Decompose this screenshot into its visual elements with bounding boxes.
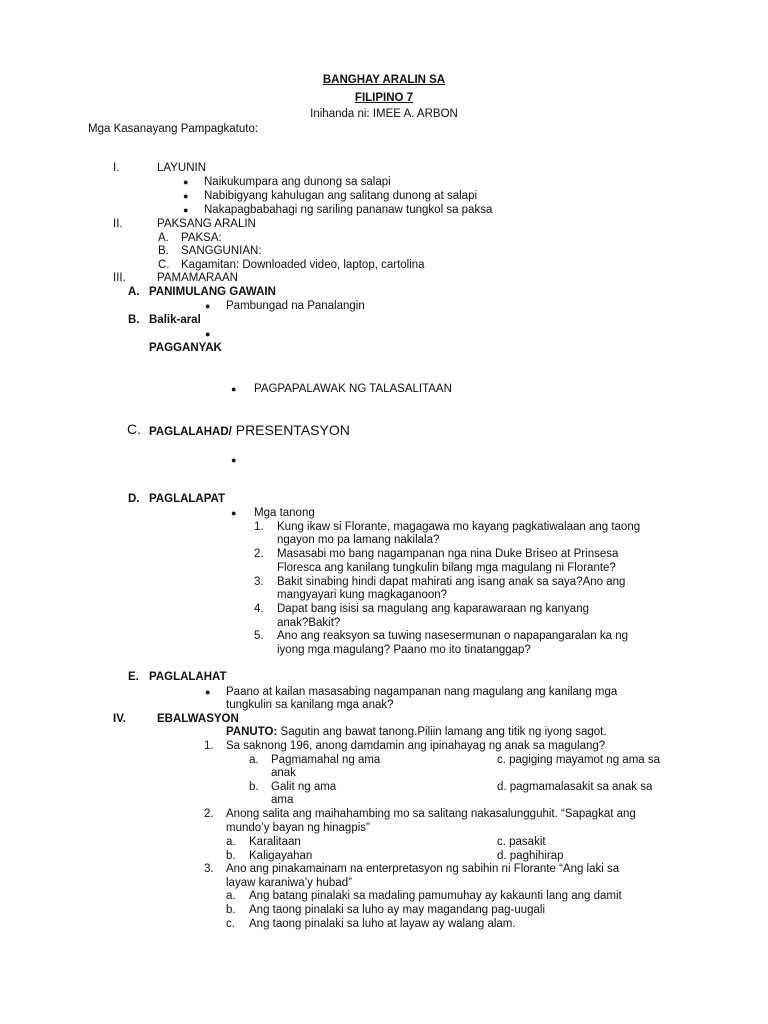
paglalapat-heading: PAGLALAPAT: [149, 493, 226, 505]
choice-text: Galit ng ama: [271, 781, 337, 793]
sanggunian-item: SANGGUNIAN:: [181, 245, 262, 257]
question-number: 4.: [254, 603, 264, 615]
bullet-icon: ●: [205, 301, 211, 311]
choice-letter: c.: [226, 918, 235, 930]
bullet-icon: ●: [183, 177, 189, 187]
eval-question-text: Anong salita ang maihahambing mo sa salitang nakasalungguhit. “Sapagkat ang: [226, 808, 636, 820]
question-line: Floresca ang kanilang tungkulin bilang mga magulang ni Florante?: [277, 562, 616, 574]
prepared-by: Inihanda ni: IMEE A. ARBON: [310, 108, 458, 120]
choice-text: Karalitaan: [249, 836, 301, 848]
bullet-icon: ●: [205, 687, 211, 697]
paglalahat-line: tungkulin sa kanilang mga anak?: [226, 699, 394, 711]
eval-question-number: 2.: [204, 808, 214, 820]
choice-text: c. pasakit: [497, 836, 546, 848]
kagamitan-letter: C.: [158, 259, 170, 271]
eval-question-text: layaw karaniwa’y hubad”: [226, 877, 352, 889]
letter-c: C.: [127, 421, 141, 437]
title-line-2: FILIPINO 7: [354, 92, 414, 104]
bullet-icon: ●: [231, 508, 237, 518]
question-line: iyong mga magulang? Paano mo ito tinatanggap?: [277, 644, 531, 656]
pagganyak-heading: PAGGANYAK: [149, 342, 222, 354]
competencies-label: Mga Kasanayang Pampagkatuto:: [88, 123, 259, 135]
panuto: [226, 725, 607, 739]
choice-letter: b.: [226, 904, 236, 916]
section-number-iv: IV.: [113, 713, 127, 725]
kagamitan-item: Kagamitan: Downloaded video, laptop, cartolina: [181, 259, 425, 271]
choice-letter: a.: [226, 890, 236, 902]
eval-question-number: 3.: [204, 863, 214, 875]
choice-text: Ang taong pinalaki sa luho at layaw ay walang alam.: [249, 918, 516, 930]
layunin-item: Nabibigyang kahulugan ang salitang dunong at salapi: [204, 190, 478, 202]
question-line: Kung ikaw si Florante, magagawa mo kayang pagkatiwalaan ang taong: [277, 521, 641, 533]
paglalahat-heading: PAGLALAHAT: [149, 671, 227, 683]
section-heading-layunin: LAYUNIN: [157, 162, 206, 174]
choice-text: d. pagmamalasakit sa anak sa: [497, 781, 653, 793]
question-line: Ano ang reaksyon sa tuwing nasesermunan o napapangaralan ka ng: [277, 630, 628, 642]
letter-e: E.: [128, 671, 139, 683]
section-heading-pamamaraan: PAMAMARAAN: [157, 272, 238, 284]
bullet-icon: ●: [183, 191, 189, 201]
bullet-icon: ●: [205, 329, 211, 339]
bullet-icon: ●: [231, 384, 237, 394]
choice-text: Pagmamahal ng ama: [271, 754, 381, 766]
question-line: Masasabi mo bang nagampanan nga nina Duke Briseo at Prinsesa: [277, 548, 619, 560]
panuto-label: PANUTO:: [226, 726, 278, 738]
section-number-i: I.: [113, 162, 120, 174]
section-number-ii: II.: [113, 218, 123, 230]
bullet-icon: ●: [183, 205, 189, 215]
paglalahad-label: PAGLALAHAD/: [149, 426, 232, 438]
choice-letter: b.: [249, 781, 259, 793]
eval-question-text: mundo’y bayan ng hinagpis”: [226, 822, 370, 834]
question-line: mangyayari kung magkaganoon?: [277, 589, 448, 601]
choice-letter: b.: [226, 850, 236, 862]
question-line: ngayon mo pa lamang nakilala?: [277, 534, 440, 546]
title-line-1: BANGHAY ARALIN SA: [322, 74, 446, 86]
question-line: Dapat bang isisi sa magulang ang kaparawaraan ng kanyang: [277, 603, 589, 615]
paglalahat-line: Paano at kailan masasabing nagampanan nang magulang ang kanilang mga: [226, 686, 618, 698]
presentasyon-label: PRESENTASYON: [231, 422, 350, 438]
question-number: 2.: [254, 548, 264, 560]
layunin-item: Naikukumpara ang dunong sa salapi: [204, 176, 391, 188]
paksa-item: PAKSA:: [181, 232, 222, 244]
choice-text: ama: [271, 794, 294, 806]
layunin-item: Nakapagbabahagi ng sariling pananaw tungkol sa paksa: [204, 204, 493, 216]
question-number: 5.: [254, 630, 264, 642]
letter-b: B.: [128, 314, 140, 326]
eval-question-number: 1.: [204, 740, 214, 752]
choice-text: c. pagiging mayamot ng ama sa: [497, 754, 661, 766]
eval-question-text: Sa saknong 196, anong damdamin ang ipinahayag ng anak sa magulang?: [226, 740, 606, 752]
choice-letter: a.: [249, 754, 259, 766]
choice-letter: a.: [226, 836, 236, 848]
choice-text: d. paghihirap: [497, 850, 564, 862]
balik-aral-heading: Balik-aral: [149, 314, 201, 326]
choice-text: Ang taong pinalaki sa luho ay may magandang pag-uugali: [249, 904, 546, 916]
panimulang-gawain-item: Pambungad na Panalangin: [226, 300, 365, 312]
sanggunian-letter: B.: [158, 245, 169, 257]
section-heading-paksang-aralin: PAKSANG ARALIN: [157, 218, 256, 230]
letter-d: D.: [128, 493, 140, 505]
section-number-iii: III.: [113, 272, 126, 284]
paksa-letter: A.: [158, 232, 169, 244]
paglalahad-heading: [149, 423, 350, 439]
section-heading-ebalwasyon: EBALWASYON: [157, 713, 239, 725]
talasalitaan-item: PAGPAPALAWAK NG TALASALITAAN: [254, 383, 452, 395]
eval-question-text: Ano ang pinakamainam na enterpretasyon ng sabihin ni Florante “Ang laki sa: [226, 863, 620, 875]
question-line: anak?Bakit?: [277, 617, 341, 629]
question-number: 3.: [254, 576, 264, 588]
panuto-text: Sagutin ang bawat tanong.Piliin lamang ang titik ng iyong sagot.: [277, 726, 607, 738]
question-number: 1.: [254, 521, 264, 533]
choice-text: Ang batang pinalaki sa madaling pamumuhay ay kakaunti lang ang damit: [249, 890, 622, 902]
question-line: Bakit sinabing hindi dapat mahirati ang isang anak sa saya?Ano ang: [277, 576, 626, 588]
panimulang-gawain-heading: PANIMULANG GAWAIN: [149, 286, 276, 298]
bullet-icon: ●: [231, 455, 237, 465]
letter-a: A.: [128, 286, 140, 298]
choice-text: anak: [271, 767, 296, 779]
choice-text: Kaligayahan: [249, 850, 313, 862]
mga-tanong-label: Mga tanong: [254, 507, 315, 519]
